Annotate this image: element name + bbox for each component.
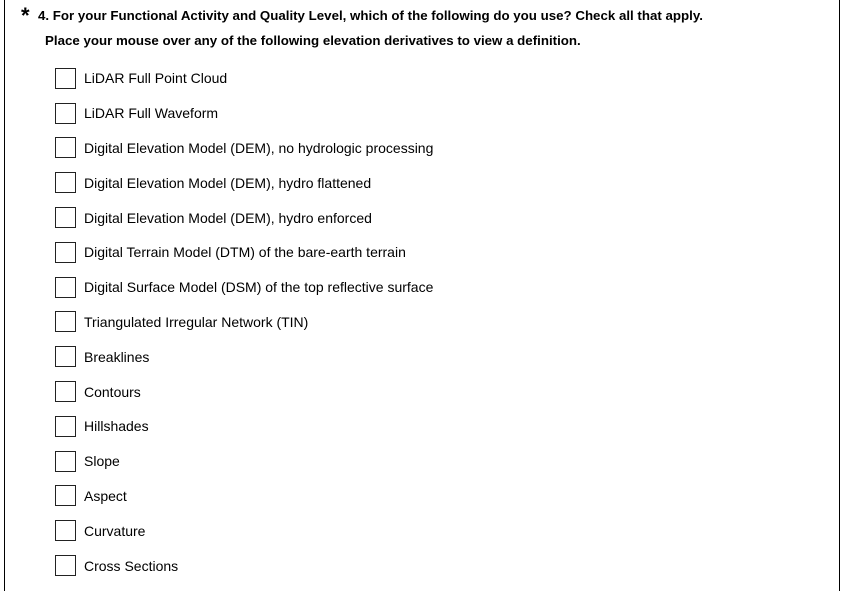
checkbox-options-list [55,61,433,583]
option-slope[interactable] [55,444,433,479]
option-contours[interactable] [55,374,433,409]
option-dsm[interactable] [55,270,433,305]
option-label[interactable]: Curvature [84,522,146,539]
checkbox[interactable] [55,416,76,437]
checkbox[interactable] [55,103,76,124]
option-tin[interactable] [55,305,433,340]
option-label[interactable]: LiDAR Full Waveform [84,105,219,122]
checkbox[interactable] [55,451,76,472]
option-label[interactable]: Cross Sections [84,557,179,574]
checkbox[interactable] [55,172,76,193]
checkbox[interactable] [55,277,76,298]
option-label[interactable]: Digital Terrain Model (DTM) of the bare-earth terrain [84,244,406,261]
option-dem-no-hydrologic[interactable] [55,131,433,166]
survey-question-panel [4,0,840,591]
checkbox[interactable] [55,68,76,89]
option-curvature[interactable] [55,513,433,548]
option-label[interactable]: Digital Surface Model (DSM) of the top reflective surface [84,279,434,296]
option-label[interactable]: Contours [84,383,141,400]
checkbox[interactable] [55,520,76,541]
checkbox[interactable] [55,485,76,506]
option-label[interactable]: Digital Elevation Model (DEM), hydro enforced [84,209,372,226]
option-label[interactable]: LiDAR Full Point Cloud [84,70,228,87]
option-lidar-full-point-cloud[interactable] [55,61,433,96]
option-aspect[interactable] [55,479,433,514]
checkbox[interactable] [55,137,76,158]
option-dem-hydro-flattened[interactable] [55,165,433,200]
question-header [21,3,841,28]
option-label[interactable]: Slope [84,453,120,470]
question-instruction: Place your mouse over any of the following elevation derivatives to view a definition. [45,33,581,48]
checkbox[interactable] [55,207,76,228]
option-label[interactable]: Hillshades [84,418,149,435]
option-lidar-full-waveform[interactable] [55,96,433,131]
option-hillshades[interactable] [55,409,433,444]
checkbox[interactable] [55,311,76,332]
option-label[interactable]: Breaklines [84,348,150,365]
option-label[interactable]: Digital Elevation Model (DEM), no hydrologic processing [84,139,434,156]
question-block [21,3,841,48]
required-asterisk-icon: * [21,3,30,28]
option-cross-sections[interactable] [55,548,433,583]
option-label[interactable]: Digital Elevation Model (DEM), hydro flattened [84,174,372,191]
checkbox[interactable] [55,346,76,367]
option-dtm[interactable] [55,235,433,270]
checkbox[interactable] [55,555,76,576]
option-dem-hydro-enforced[interactable] [55,200,433,235]
checkbox[interactable] [55,381,76,402]
option-label[interactable]: Aspect [84,487,127,504]
checkbox[interactable] [55,242,76,263]
question-title: 4. For your Functional Activity and Quality Level, which of the following do you use? Check all that apply. [38,8,703,23]
option-breaklines[interactable] [55,339,433,374]
option-label[interactable]: Triangulated Irregular Network (TIN) [84,313,309,330]
